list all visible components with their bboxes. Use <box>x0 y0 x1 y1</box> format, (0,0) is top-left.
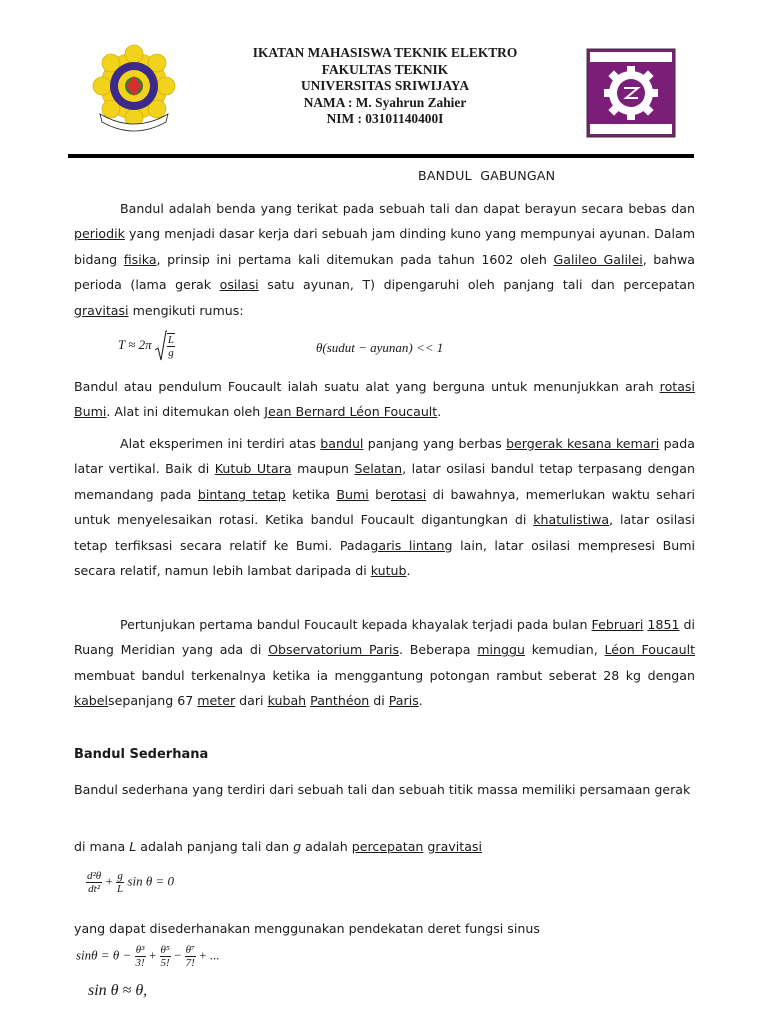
hyperlink[interactable]: osilasi <box>219 277 259 293</box>
equation-of-motion <box>86 870 174 895</box>
student-id: NIM : 03101140400I <box>326 111 444 126</box>
hyperlink[interactable]: Februari <box>591 617 644 632</box>
sqrt-icon <box>155 330 167 362</box>
series-lhs: sinθ = θ − <box>76 947 132 963</box>
text: dari <box>235 693 268 709</box>
text: . Alat ini ditemukan oleh <box>106 404 265 420</box>
hyperlink[interactable]: kubah <box>267 693 307 709</box>
hyperlink[interactable]: gravitasi <box>427 839 482 854</box>
hyperlink[interactable]: rotasi <box>390 486 427 502</box>
text: . Beberapa <box>399 642 478 658</box>
hyperlink[interactable]: Galileo Galilei <box>553 251 643 267</box>
text: di bawahnya, memerlukan waktu sehari untuk menyelesaikan rotasi. Ketika bandul Foucault digantungkan di <box>74 486 695 528</box>
paragraph <box>74 777 695 802</box>
hyperlink[interactable]: bintang tetap <box>197 486 286 502</box>
university-name: UNIVERSITAS SRIWIJAYA <box>300 78 470 93</box>
text: pada latar vertikal. Baik di <box>74 436 695 477</box>
sine-series <box>76 944 219 969</box>
text: sepanjang 67 <box>108 693 198 709</box>
hyperlink[interactable]: bandul <box>320 436 364 451</box>
hyperlink[interactable]: garis lintang <box>370 537 453 553</box>
paragraph <box>74 612 695 714</box>
text: yang menjadi dasar kerja dari sebuah jam dinding kuno yang mempunyai ayunan. Dalam bidang <box>74 226 695 267</box>
series-den: 7! <box>185 957 195 969</box>
eq-den: L <box>117 883 124 895</box>
paragraph <box>74 431 695 583</box>
paragraph <box>74 834 695 859</box>
text: , prinsip ini pertama kali ditemukan pada tahun 1602 oleh <box>156 251 554 267</box>
text: Alat eksperimen ini terdiri atas <box>120 436 321 451</box>
text: . <box>406 563 411 579</box>
text: Bandul atau pendulum Foucault ialah suatu alat yang berguna untuk menunjukkan arah <box>74 379 660 394</box>
formula-num: L <box>167 334 175 346</box>
text: di Ruang Meridian yang ada di <box>74 617 695 658</box>
series-num: θ⁵ <box>160 944 170 956</box>
hyperlink[interactable]: Léon Foucault <box>604 642 696 658</box>
series-tail: + ... <box>199 947 220 963</box>
text: Pertunjukan pertama bandul Foucault kepada khayalak terjadi pada bulan <box>120 617 592 632</box>
hyperlink[interactable]: periodik <box>74 226 125 242</box>
text: kemudian, <box>524 642 605 658</box>
text: mengikuti rumus: <box>128 302 244 318</box>
hyperlink[interactable]: meter <box>197 693 236 709</box>
text: lain, latar osilasi mempresesi Bumi secara relatif, namun lebih lambat daripada di <box>74 537 695 579</box>
text: , latar osilasi bandul tetap terpasang dengan memandang pada <box>74 461 695 502</box>
faculty-name: FAKULTAS TEKNIK <box>321 61 449 77</box>
hyperlink[interactable]: Jean Bernard Léon Foucault <box>264 404 438 420</box>
eq-op: + <box>105 873 113 889</box>
series-op: + <box>148 947 157 963</box>
hyperlink[interactable]: Observatorium Paris <box>268 642 400 658</box>
text: membuat bandul terkenalnya ketika ia menggantung potongan rambut seberat 28 kg dengan <box>74 667 695 683</box>
paragraph <box>74 374 695 425</box>
hyperlink[interactable]: Paris <box>388 693 419 709</box>
hyperlink[interactable]: kabel <box>74 693 109 709</box>
series-den: 5! <box>160 957 170 969</box>
text: . <box>418 693 423 709</box>
text: panjang yang berbas <box>363 436 507 451</box>
hme-logo-icon <box>586 48 676 138</box>
hyperlink[interactable]: minggu <box>477 642 525 658</box>
hyperlink[interactable]: Kutub Utara <box>214 461 292 477</box>
student-name: NAMA : M. Syahrun Zahier <box>303 94 467 110</box>
formula-den: g <box>168 347 174 359</box>
document-title: BANDUL GABUNGAN <box>418 168 556 183</box>
text: yang dapat disederhanakan menggunakan pendekatan deret fungsi sinus <box>74 921 540 936</box>
paragraph <box>74 916 695 941</box>
period-formula <box>118 330 175 362</box>
text: adalah <box>301 839 352 854</box>
symbol-L: L <box>129 839 137 854</box>
hyperlink[interactable]: kutub <box>370 563 407 579</box>
hyperlink[interactable]: Panthéon <box>310 693 370 709</box>
section-heading: Bandul Sederhana <box>74 747 209 762</box>
formula-lhs: T ≈ 2π <box>118 336 152 352</box>
series-num: θ⁷ <box>185 944 195 956</box>
hyperlink[interactable]: Selatan <box>354 461 403 477</box>
university-logo-icon <box>88 40 180 132</box>
eq-num: g <box>117 870 123 882</box>
hyperlink[interactable]: 1851 <box>647 617 680 632</box>
hyperlink[interactable]: khatulistiwa <box>533 512 610 528</box>
symbol-g: g <box>293 839 302 854</box>
text: adalah panjang tali dan <box>136 839 294 854</box>
hyperlink[interactable]: percepatan <box>351 839 424 854</box>
text: di mana <box>74 839 130 854</box>
text: , bahwa perioda (lama gerak <box>74 251 695 293</box>
paragraph <box>74 196 695 323</box>
hyperlink[interactable]: gravitasi <box>74 302 129 318</box>
series-op: − <box>174 947 182 963</box>
text: Bandul adalah benda yang terikat pada sebuah tali dan dapat berayun secara bebas dan <box>120 201 695 216</box>
eq-rest: sin θ = 0 <box>127 873 175 889</box>
hyperlink[interactable]: fisika <box>123 251 157 267</box>
text: Bandul sederhana yang terdiri dari sebuah tali dan sebuah titik massa memiliki persamaan gerak <box>74 782 691 797</box>
text: , latar osilasi tetap terfiksasi secara relatif ke Bumi. Pada <box>74 512 695 553</box>
text: . <box>437 404 442 420</box>
text: satu ayunan, T) dipengaruhi oleh panjang tali dan percepatan <box>258 277 695 293</box>
series-num: θ³ <box>135 944 145 956</box>
text: maupun <box>291 461 355 477</box>
eq-den: dt² <box>88 883 101 895</box>
hyperlink[interactable]: Bumi <box>336 486 369 502</box>
header-divider <box>68 154 694 158</box>
text: ketika <box>285 486 337 502</box>
hyperlink[interactable]: bergerak kesana kemari <box>506 436 660 451</box>
letterhead <box>190 45 580 128</box>
eq-num: d²θ <box>87 870 102 882</box>
text: be <box>368 486 391 502</box>
small-angle-approximation: sin θ ≈ θ, <box>88 982 148 999</box>
text: di <box>369 693 389 709</box>
series-den: 3! <box>135 957 145 969</box>
small-angle-condition: θ(sudut − ayunan) << 1 <box>316 340 444 355</box>
hyperlink[interactable]: rotasi Bumi <box>74 379 695 420</box>
org-name: IKATAN MAHASISWA TEKNIK ELEKTRO <box>252 45 518 60</box>
